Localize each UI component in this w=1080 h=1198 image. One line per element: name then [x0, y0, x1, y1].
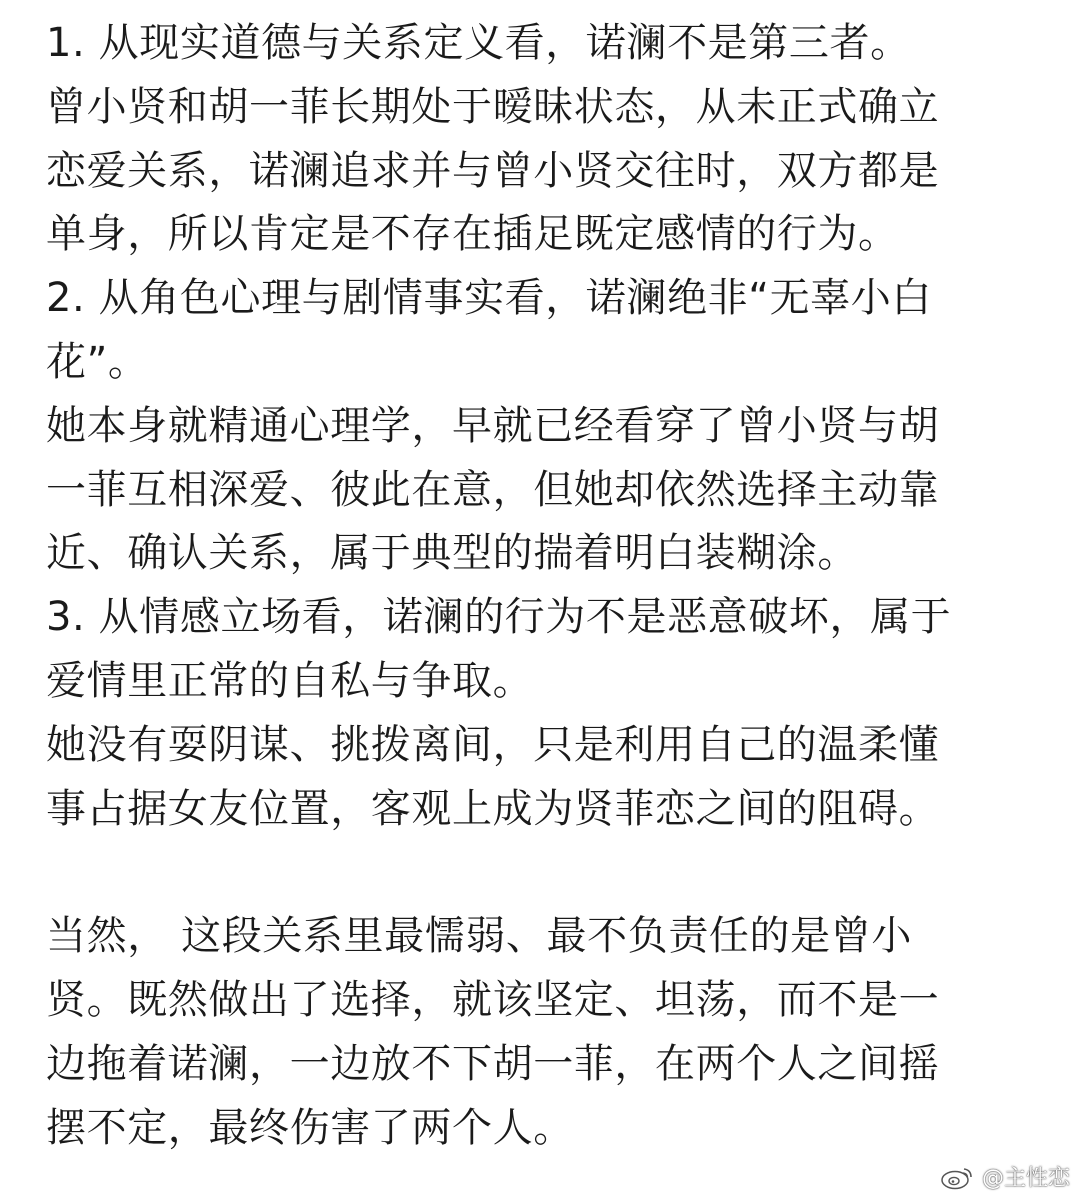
watermark-text: @主性恋	[981, 1166, 1070, 1191]
article-text	[46, 12, 1046, 1160]
text-line: 花”。	[46, 338, 149, 385]
text-line: 爱情里正常的自私与争取。	[46, 657, 534, 704]
text-line: 2. 从角色心理与剧情事实看，诺澜绝非“无辜小白	[46, 275, 933, 322]
text-line: 曾小贤和胡一菲长期处于暧昧状态，从未正式确立	[46, 83, 940, 130]
text-line: 她本身就精通心理学，早就已经看穿了曾小贤与胡	[46, 402, 940, 449]
text-line: 近、确认关系，属于典型的揣着明白装糊涂。	[46, 530, 858, 577]
text-line: 3. 从情感立场看，诺澜的行为不是恶意破坏，属于	[46, 594, 952, 641]
text-line: 1. 从现实道德与关系定义看，诺澜不是第三者。	[46, 20, 911, 66]
text-line: 她没有耍阴谋、挑拨离间，只是利用自己的温柔懂	[46, 721, 940, 768]
text-line: 摆不定，最终伤害了两个人。	[46, 1104, 574, 1151]
weibo-watermark	[940, 1161, 1070, 1192]
text-line: 边拖着诺澜，一边放不下胡一菲，在两个人之间摇	[46, 1040, 940, 1087]
text-line: 当然， 这段关系里最懦弱、最不负责任的是曾小	[46, 913, 912, 960]
text-line: 事占据女友位置，客观上成为贤菲恋之间的阻碍。	[46, 785, 940, 832]
text-line: 贤。既然做出了选择，就该坚定、坦荡，而不是一	[46, 976, 940, 1023]
weibo-icon	[940, 1164, 974, 1190]
text-line: 单身，所以肯定是不存在插足既定感情的行为。	[46, 211, 899, 258]
blank-line	[46, 841, 1046, 905]
text-line: 恋爱关系，诺澜追求并与曾小贤交往时，双方都是	[46, 147, 940, 194]
text-line: 一菲互相深爱、彼此在意，但她却依然选择主动靠	[46, 466, 940, 513]
